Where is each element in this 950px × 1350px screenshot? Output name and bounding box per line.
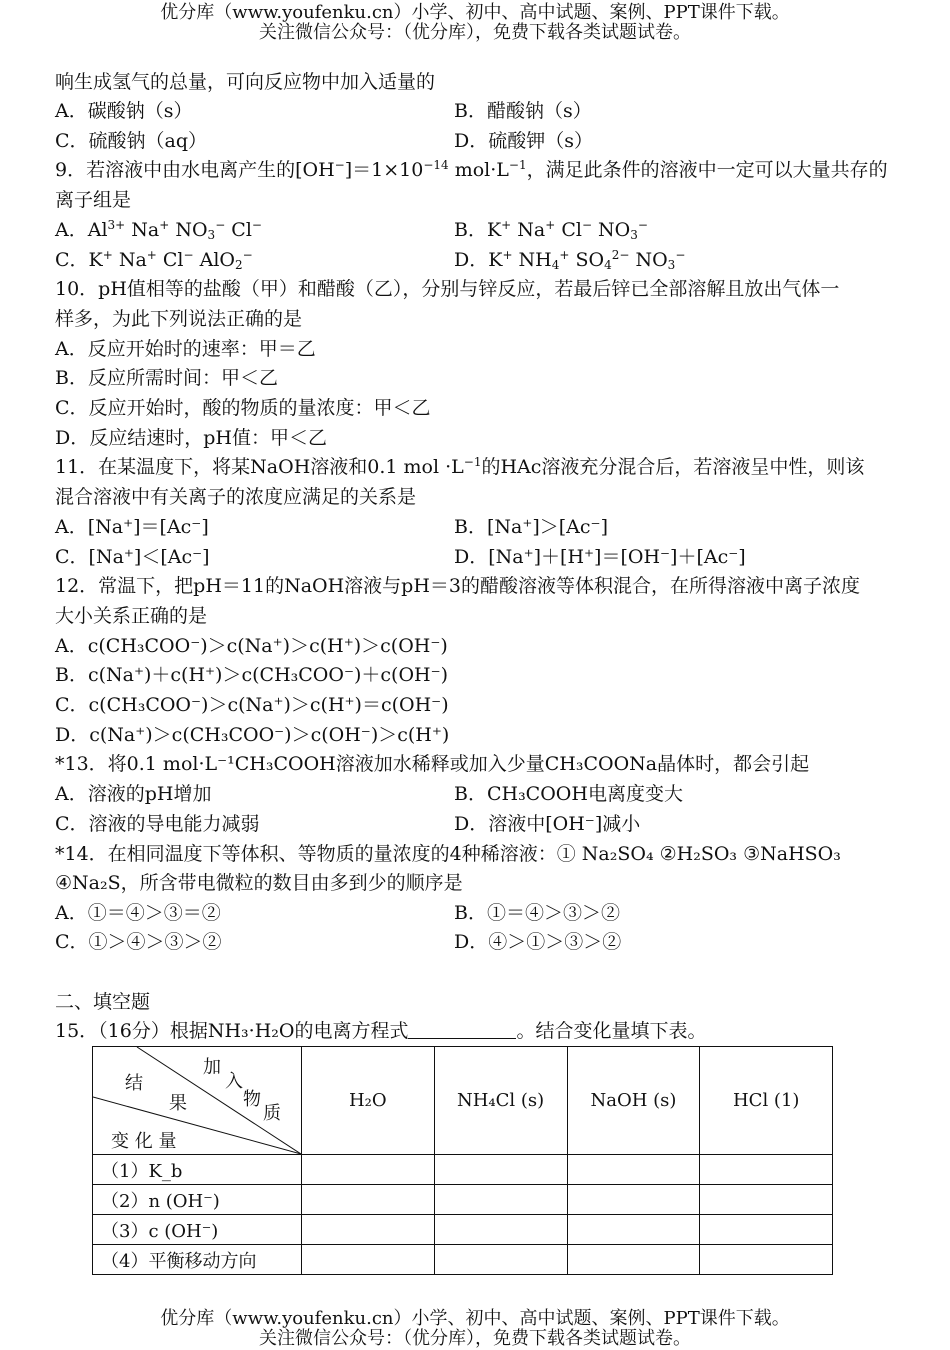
q9-stem: 9．若溶液中由水电离产生的$[OH^-]=1\times 10^{-14}$ $mol\cdot L^{-1}$，满足此条件的溶液中一定可以大量共存的 <box>55 158 888 181</box>
q11-option-b: B．[Na⁺]＞[Ac⁻] <box>454 516 608 538</box>
q14-option-a: A．①＝④＞③＝② <box>55 902 221 924</box>
row-label: （3）c (OH⁻) <box>93 1215 302 1245</box>
q8-option-b: B．醋酸钠（s） <box>454 100 592 122</box>
q12-stem-2: 大小关系正确的是 <box>55 605 208 627</box>
page-header-line1: 优分库（www.youfenku.cn）小学、初中、高中试题、案例、PPT课件下载。 <box>160 2 790 23</box>
q12-option-b: B．c(Na⁺)＋c(H⁺)＞c(CH₃COO⁻)＋c(OH⁻) <box>55 664 449 686</box>
col-header: HCl (1) <box>700 1047 833 1155</box>
answer-cell[interactable] <box>434 1155 567 1185</box>
answer-cell[interactable] <box>700 1155 833 1185</box>
answer-cell[interactable] <box>567 1185 700 1215</box>
q14-option-c: C．①＞④＞③＞② <box>55 931 222 953</box>
q11-stem: 11．在某温度下，将某NaOH溶液和0.1 mol $\cdot L^{-1}$的HAc溶液充分混合后，若溶液呈中性，则该 <box>55 455 865 478</box>
q10-option-d: D．反应结速时，pH值：甲＜乙 <box>55 427 327 449</box>
answer-cell[interactable] <box>567 1155 700 1185</box>
q11-stem-2: 混合溶液中有关离子的浓度应满足的关系是 <box>55 486 417 508</box>
q11-option-c: C．[Na⁺]＜[Ac⁻] <box>55 546 210 568</box>
q10-stem-2: 样多，为此下列说法正确的是 <box>55 308 303 330</box>
q9-option-b: B．K+ Na+ Cl− $NO_3^-$ <box>454 218 648 242</box>
page-header-line2: 关注微信公众号：（优分库），免费下载各类试题试卷。 <box>259 22 691 43</box>
diag-label-bian: 变 化 量 <box>111 1131 177 1152</box>
q12-option-a: A．c(CH₃COO⁻)＞c(Na⁺)＞c(H⁺)＞c(OH⁻) <box>55 635 448 657</box>
q9-option-c: C．K+ Na+ Cl− AlO$_2$− <box>55 248 253 272</box>
q11-option-d: D．[Na⁺]＋[H⁺]＝[OH⁻]＋[Ac⁻] <box>454 546 746 568</box>
row-label: （4）平衡移动方向 <box>93 1245 302 1275</box>
answer-cell[interactable] <box>700 1215 833 1245</box>
answer-cell[interactable] <box>302 1155 435 1185</box>
q8-option-c: C．硫酸钠（aq） <box>55 130 208 152</box>
answer-cell[interactable] <box>302 1215 435 1245</box>
answer-cell[interactable] <box>700 1245 833 1275</box>
row-label: （2）n (OH⁻) <box>93 1185 302 1215</box>
q13-option-c: C．溶液的导电能力减弱 <box>55 813 260 835</box>
diag-label-jia: 加 <box>203 1057 221 1078</box>
section-title: 二、填空题 <box>55 991 151 1013</box>
q12-stem: 12．常温下，把pH＝11的NaOH溶液与pH＝3的醋酸溶液等体积混合，在所得溶液中离子浓度 <box>55 575 861 597</box>
answer-blank[interactable] <box>408 1020 516 1039</box>
q9-stem-2: 离子组是 <box>55 189 132 211</box>
answer-cell[interactable] <box>302 1245 435 1275</box>
answer-cell[interactable] <box>567 1245 700 1275</box>
answer-cell[interactable] <box>434 1245 567 1275</box>
q13-option-d: D．溶液中[OH⁻]减小 <box>454 813 641 835</box>
q10-option-b: B．反应所需时间：甲＜乙 <box>55 367 278 389</box>
page-footer-line2: 关注微信公众号：（优分库），免费下载各类试题试卷。 <box>259 1328 691 1349</box>
diag-label-wu: 物 <box>243 1089 261 1110</box>
col-header: NaOH (s) <box>567 1047 700 1155</box>
col-header: H₂O <box>302 1047 435 1155</box>
q8-option-d: D．硫酸钾（s） <box>454 130 593 152</box>
q8-stem: 响生成氢气的总量，可向反应物中加入适量的 <box>55 71 436 93</box>
q10-option-c: C．反应开始时，酸的物质的量浓度：甲＜乙 <box>55 397 431 419</box>
answer-cell[interactable] <box>700 1185 833 1215</box>
diag-label-jie: 结 <box>125 1073 143 1094</box>
diag-label-zhi: 质 <box>263 1103 281 1124</box>
q14-stem: *14．在相同温度下等体积、等物质的量浓度的4种稀溶液：① Na₂SO₄ ②H₂SO₃ ③NaHSO₃ <box>55 843 841 865</box>
q9-option-a: A．$Al^{3+}$ Na+ $NO_3^-$ Cl− <box>55 218 262 242</box>
q8-option-a: A．碳酸钠（s） <box>55 100 193 122</box>
page-footer-line1: 优分库（www.youfenku.cn）小学、初中、高中试题、案例、PPT课件下载。 <box>160 1308 790 1329</box>
q13-stem: *13．将0.1 mol·L⁻¹CH₃COOH溶液加水稀释或加入少量CH₃COONa晶体时，都会引起 <box>55 753 810 775</box>
q13-option-b: B．CH₃COOH电离度变大 <box>454 783 683 805</box>
answer-cell[interactable] <box>302 1185 435 1215</box>
q14-option-d: D．④＞①＞③＞② <box>454 931 622 953</box>
q13-option-a: A．溶液的pH增加 <box>55 783 212 805</box>
diag-label-guo: 果 <box>169 1093 187 1114</box>
answer-cell[interactable] <box>567 1215 700 1245</box>
q15-stem: 15．（16分）根据NH₃·H₂O的电离方程式 。结合变化量填下表。 <box>55 1020 707 1042</box>
row-label: （1）K_b <box>93 1155 302 1185</box>
q9-option-d: D．K+ $NH_4^+$ $SO_4^{2-}$ $NO_3^-$ <box>454 248 686 272</box>
q10-stem: 10．pH值相等的盐酸（甲）和醋酸（乙），分别与锌反应，若最后锌已全部溶解且放出气体一 <box>55 278 840 300</box>
col-header: NH₄Cl (s) <box>434 1047 567 1155</box>
q12-option-d: D．c(Na⁺)＞c(CH₃COO⁻)＞c(OH⁻)＞c(H⁺) <box>55 724 450 746</box>
q15-table <box>92 1046 833 1275</box>
answer-cell[interactable] <box>434 1185 567 1215</box>
diagonal-header-cell <box>93 1047 302 1155</box>
q11-option-a: A．[Na⁺]＝[Ac⁻] <box>55 516 209 538</box>
q14-option-b: B．①＝④＞③＞② <box>454 902 620 924</box>
q14-stem-2: ④Na₂S，所含带电微粒的数目由多到少的顺序是 <box>55 872 463 894</box>
q10-option-a: A．反应开始时的速率：甲＝乙 <box>55 338 316 360</box>
diag-label-ru: 入 <box>225 1071 243 1092</box>
answer-cell[interactable] <box>434 1215 567 1245</box>
q12-option-c: C．c(CH₃COO⁻)＞c(Na⁺)＞c(H⁺)＝c(OH⁻) <box>55 694 449 716</box>
